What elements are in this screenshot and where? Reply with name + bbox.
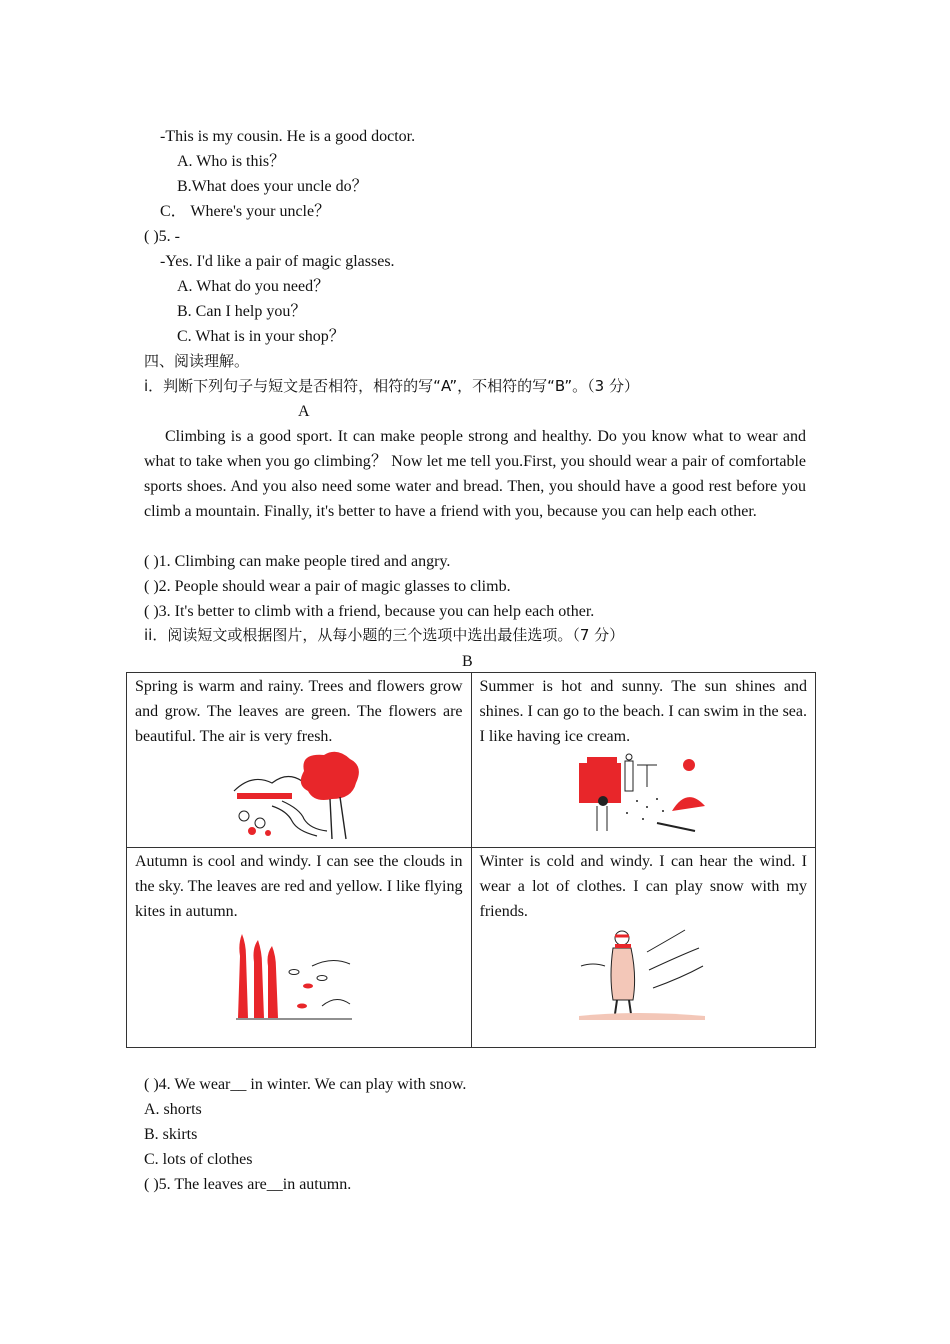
passage-b-question-4: ( )4. We wear__ in winter. We can play with snow. bbox=[144, 1076, 467, 1093]
winter-cell bbox=[471, 848, 816, 1048]
q4-option-a: A. Who is this？ bbox=[177, 153, 286, 170]
passage-a-question-1: ( )1. Climbing can make people tired and angry. bbox=[144, 553, 451, 570]
q5-option-c: C. What is in your shop？ bbox=[177, 328, 345, 345]
q4-option-shorts: A. shorts bbox=[144, 1101, 202, 1118]
part-i-instruction: i．判断下列句子与短文是否相符，相符的写“A”，不相符的写“B”。（3 分） bbox=[144, 377, 639, 395]
q4-option-b: B.What does your uncle do？ bbox=[177, 178, 368, 195]
q5-stem: ( )5. - bbox=[144, 228, 180, 245]
q5-option-a: A. What do you need？ bbox=[177, 278, 330, 295]
spring-text: Spring is warm and rainy. Trees and flowers grow and grow. The leaves are green. The flowers are beautiful. The air is very fresh. bbox=[135, 678, 463, 745]
section-title: 四、阅读理解。 bbox=[144, 352, 250, 370]
winter-text: Winter is cold and windy. I can hear the wind. I wear a lot of clothes. I can play snow with my friends. bbox=[479, 853, 807, 920]
q5-answer-line: -Yes. I'd like a pair of magic glasses. bbox=[160, 253, 395, 270]
spring-cell bbox=[127, 673, 472, 848]
passage-a-question-2: ( )2. People should wear a pair of magic glasses to climb. bbox=[144, 578, 511, 595]
passage-b-question-5: ( )5. The leaves are__in autumn. bbox=[144, 1176, 352, 1193]
winter-illustration bbox=[577, 926, 712, 1021]
q4-answer-line: -This is my cousin. He is a good doctor. bbox=[160, 128, 416, 145]
q4-option-skirts: B. skirts bbox=[144, 1126, 198, 1143]
seasons-table bbox=[126, 672, 816, 1048]
q4-option-c: C． Where's your uncle？ bbox=[160, 203, 331, 220]
passage-b-label: B bbox=[462, 653, 473, 670]
summer-cell bbox=[471, 673, 816, 848]
spring-illustration bbox=[232, 751, 362, 841]
passage-a-question-3: ( )3. It's better to climb with a friend, because you can help each other. bbox=[144, 603, 595, 620]
summer-illustration bbox=[577, 751, 712, 836]
summer-text: Summer is hot and sunny. The sun shines and shines. I can go to the beach. I can swim in the sea. I like having ice cream. bbox=[479, 678, 807, 745]
autumn-illustration bbox=[232, 926, 357, 1021]
part-ii-instruction: ii．阅读短文或根据图片，从每小题的三个选项中选出最佳选项。（7 分） bbox=[144, 626, 625, 644]
passage-a-text: Climbing is a good sport. It can make people strong and healthy. Do you know what to wear and what to take when you go climbing？ Now let me tell you.First, you should wear a pair of comfortable sports shoes. And you also need some water and bread. Then, you should have a good rest before you climb a mountain. Finally, it's better to have a friend with you, because you can help each other. bbox=[144, 428, 806, 520]
autumn-text: Autumn is cool and windy. I can see the clouds in the sky. The leaves are red and yellow. I like flying kites in autumn. bbox=[135, 853, 463, 920]
q4-option-clothes: C. lots of clothes bbox=[144, 1151, 253, 1168]
autumn-cell bbox=[127, 848, 472, 1048]
passage-a-label: A bbox=[298, 403, 310, 420]
q5-option-b: B. Can I help you？ bbox=[177, 303, 307, 320]
